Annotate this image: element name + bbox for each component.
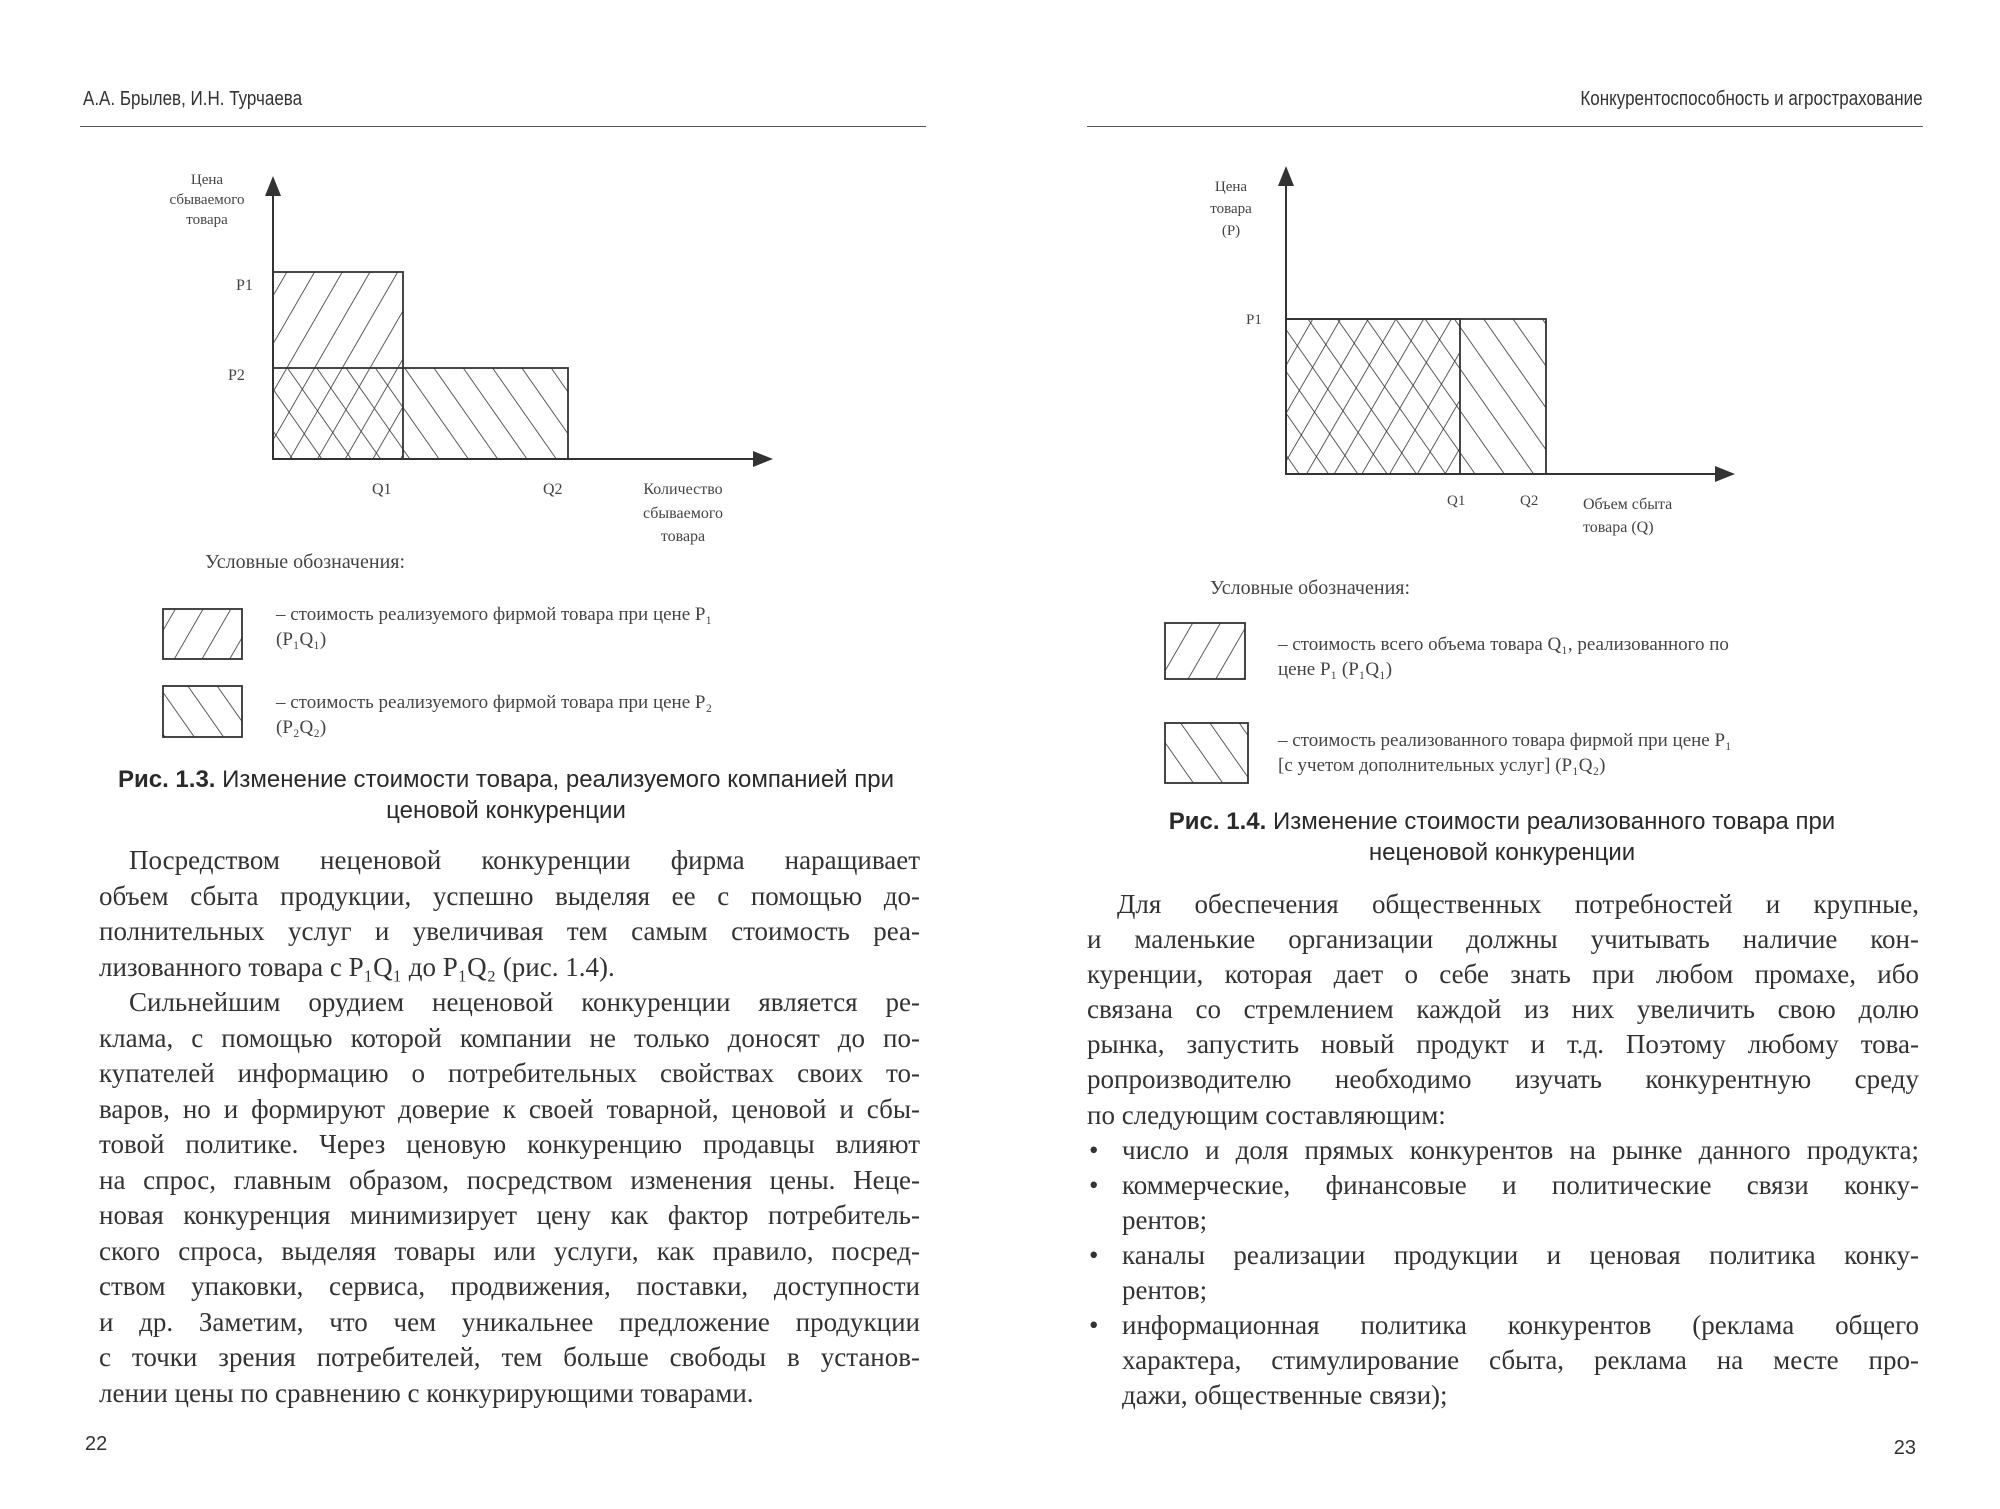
text-line: куренции, которая дает о себе знать при любом промахе, ибо bbox=[1087, 959, 1919, 990]
legend-text: – стоимость реализуемого фирмой товара при цене P₁ bbox=[276, 604, 713, 625]
legend-swatch-back-hatch bbox=[1165, 723, 1248, 783]
right-body-text bbox=[1087, 887, 1919, 1413]
legend-swatch-back-hatch bbox=[163, 686, 242, 737]
legend-text: – стоимость реализованного товара фирмой при цене P₁ bbox=[1278, 730, 1732, 751]
bullet-item bbox=[1087, 1238, 1919, 1308]
bullet-icon: • bbox=[1089, 1310, 1099, 1341]
legend-text: – стоимость реализуемого фирмой товара при цене P₂ bbox=[276, 692, 713, 713]
text-line: варов, но и формируют доверие к своей товарной, ценовой и сбы- bbox=[99, 1093, 920, 1124]
text-line: дажи, общественные связи); bbox=[1122, 1380, 1448, 1411]
text-line: характера, стимулирование сбыта, реклама на месте про- bbox=[1122, 1345, 1919, 1376]
tick-q1: Q1 bbox=[372, 481, 392, 498]
tick-p1: P1 bbox=[1246, 312, 1262, 328]
text-line: рентов; bbox=[1122, 1275, 1208, 1306]
caption-text: неценовой конкуренции bbox=[1368, 839, 1636, 866]
text-line: новая конкуренция минимизирует цену как фактор потребитель- bbox=[99, 1200, 920, 1230]
tick-p1: P1 bbox=[236, 277, 253, 294]
legend-title: Условные обозначения: bbox=[1210, 577, 1411, 599]
tick-q2: Q2 bbox=[543, 481, 563, 498]
text-line: лении цены по сравнению с конкурирующими товарами. bbox=[99, 1377, 754, 1408]
bullet-icon: • bbox=[1089, 1134, 1099, 1165]
text-line: коммерческие, финансовые и политические связи конку- bbox=[1122, 1169, 1919, 1200]
figure-1-3-chart bbox=[163, 172, 769, 737]
text-line: ством упаковки, сервиса, продвижения, поставки, доступности bbox=[99, 1271, 920, 1301]
x-axis-label: Объем сбыта товара (Q) bbox=[1583, 496, 1673, 536]
text-line: и др. Заметим, что чем уникальнее предложение продукции bbox=[99, 1306, 920, 1337]
bullet-icon: • bbox=[1089, 1169, 1099, 1200]
text-line: ропроизводителю необходимо изучать конкурентную среду bbox=[1087, 1064, 1919, 1095]
page-number-left: 22 bbox=[85, 1433, 108, 1455]
text-line: с точки зрения потребителей, тем больше свободы в установ- bbox=[99, 1342, 920, 1372]
legend-text: [с учетом дополнительных услуг] (P₁Q₂) bbox=[1278, 755, 1606, 776]
text-line: товой политике. Через ценовую конкуренцию продавцы влияют bbox=[99, 1129, 920, 1159]
figure-caption-1-3 bbox=[86, 764, 926, 826]
legend-entry-p1q2 bbox=[1278, 728, 1732, 778]
bullet-item bbox=[1087, 1133, 1919, 1168]
tick-q2: Q2 bbox=[1520, 493, 1539, 509]
text-line: купателей информацию о потребительных свойствах своих то- bbox=[99, 1058, 920, 1088]
y-axis-label: Цена сбываемого товара bbox=[169, 172, 245, 228]
text-line: Для обеспечения общественных потребностей и крупные, bbox=[1117, 889, 1919, 919]
text-line: каналы реализации продукции и ценовая политика конку- bbox=[1122, 1239, 1919, 1270]
text-line: Посредством неценовой конкуренции фирма наращивает bbox=[129, 845, 920, 875]
page-number-right: 23 bbox=[1893, 1437, 1916, 1459]
y-axis-label: Цена товара (P) bbox=[1210, 179, 1252, 239]
text-line: Сильнейшим орудием неценовой конкуренции является ре- bbox=[129, 987, 920, 1017]
figure-caption-1-4 bbox=[1087, 806, 1917, 868]
text-line: рентов; bbox=[1122, 1204, 1208, 1235]
caption-text: Изменение стоимости реализованного товара при bbox=[1272, 808, 1836, 835]
text-line: и маленькие организации должны учитывать наличие кон- bbox=[1087, 924, 1919, 955]
text-line: рынка, запустить новый продукт и т.д. Поэтому любому това- bbox=[1087, 1029, 1919, 1060]
text-line: информационная политика конкурентов (реклама общего bbox=[1122, 1310, 1919, 1341]
caption-text: ценовой конкуренции bbox=[386, 797, 626, 824]
bullet-item bbox=[1087, 1308, 1919, 1413]
left-running-header: А.А. Брылев, И.Н. Турчаева bbox=[83, 88, 303, 110]
legend-entry-p1q1 bbox=[276, 602, 712, 652]
bullet-item bbox=[1087, 1168, 1919, 1238]
area-p2q2 bbox=[273, 368, 568, 459]
text-line: лизованного товара с P₁Q₁ до P₁Q₂ (рис. 1.4). bbox=[99, 951, 615, 982]
text-line: число и доля прямых конкурентов на рынке данного продукта; bbox=[1122, 1134, 1919, 1165]
text-line: объем сбыта продукции, успешно выделяя ее с помощью до- bbox=[99, 880, 920, 911]
legend-swatch-forward-hatch bbox=[1165, 623, 1245, 679]
caption-text: Изменение стоимости товара, реализуемого компанией при bbox=[222, 766, 894, 793]
text-line: по следующим составляющим: bbox=[1087, 1099, 1446, 1130]
text-line: на спрос, главным образом, посредством изменения цены. Неце- bbox=[99, 1164, 920, 1195]
legend-entry-p2q2 bbox=[276, 690, 712, 740]
text-line: связана со стремлением каждой из них увеличить свою долю bbox=[1087, 994, 1919, 1025]
legend-swatch-forward-hatch bbox=[163, 609, 242, 659]
text-line: клама, с помощью которой компании не только доносят до по- bbox=[99, 1022, 920, 1053]
legend-text: (P₁Q₁) bbox=[276, 629, 327, 650]
legend-text: – стоимость всего объема товара Q₁, реализованного по bbox=[1278, 634, 1729, 655]
left-body-text bbox=[99, 843, 920, 1411]
tick-q1: Q1 bbox=[1447, 493, 1466, 509]
legend-text: (P₂Q₂) bbox=[276, 717, 327, 738]
text-line: ского спроса, выделяя товары или услуги, как правило, посред- bbox=[99, 1235, 920, 1266]
right-running-header: Конкурентоспособность и агрострахование bbox=[1580, 88, 1923, 110]
area-p1q1 bbox=[1286, 319, 1460, 474]
caption-label: Рис. 1.4. bbox=[1168, 808, 1267, 835]
legend-title: Условные обозначения: bbox=[205, 551, 406, 573]
figure-1-4-chart bbox=[1165, 170, 1731, 783]
text-line: полнительных услуг и увеличивая тем самым стоимость реа- bbox=[99, 916, 920, 946]
legend-text: цене P₁ (P₁Q₁) bbox=[1278, 659, 1393, 680]
legend-entry-p1q1 bbox=[1278, 632, 1729, 682]
x-axis-label: Количество сбываемого товара bbox=[642, 481, 724, 545]
tick-p2: P2 bbox=[228, 367, 245, 384]
caption-label: Рис. 1.3. bbox=[117, 766, 216, 793]
bullet-icon: • bbox=[1089, 1239, 1099, 1270]
